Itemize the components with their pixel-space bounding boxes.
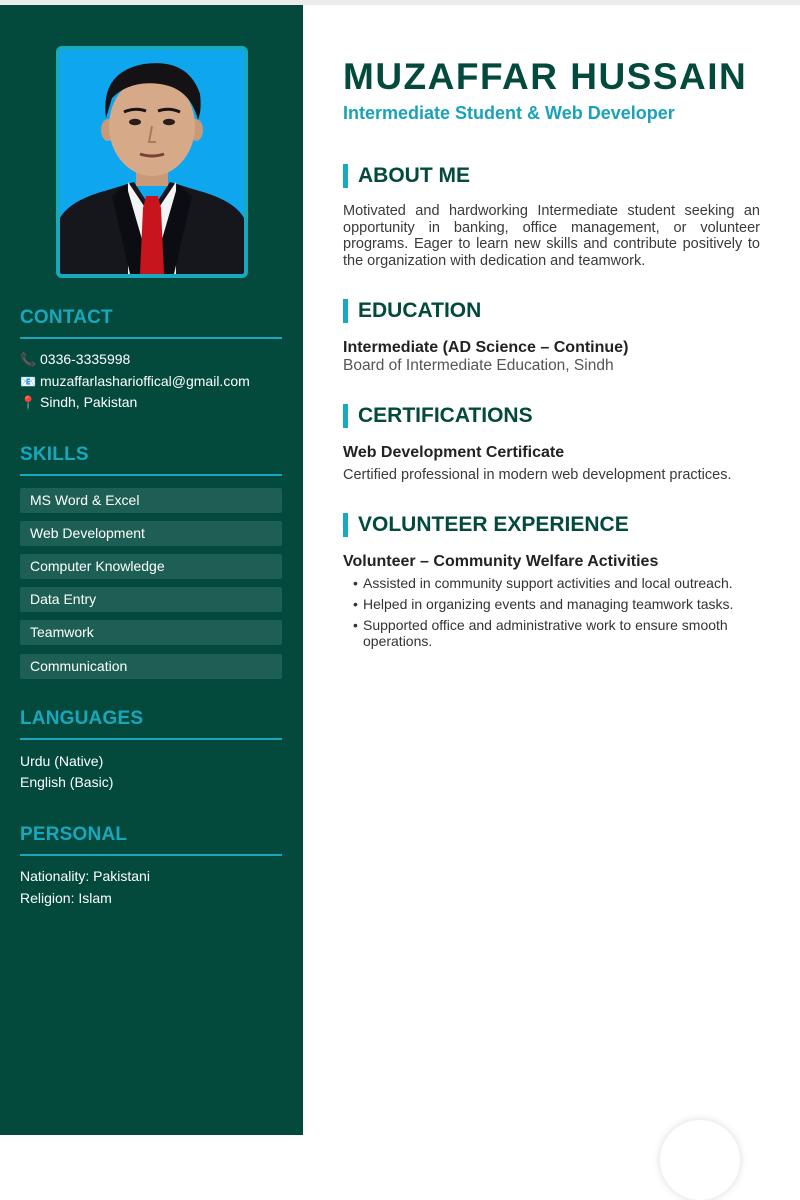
certification-description: Certified professional in modern web development practices. xyxy=(343,467,732,483)
skills-heading: SKILLS xyxy=(20,444,282,476)
language-item: English (Basic) xyxy=(20,774,114,790)
sidebar xyxy=(0,5,303,1135)
education-heading: EDUCATION xyxy=(343,299,481,323)
about-text: Motivated and hardworking Intermediate student seeking an opportunity in banking, office management, or volunteer programs. Eager to learn new skills and contribute positively to the organization with dedication and teamwork. xyxy=(343,203,760,269)
location-pin-icon: 📍 xyxy=(20,395,37,410)
skill-item: Data Entry xyxy=(20,587,282,612)
skill-item: Communication xyxy=(20,654,282,679)
about-heading: ABOUT ME xyxy=(343,164,470,188)
skill-item: Teamwork xyxy=(20,620,282,645)
religion-text: Religion: Islam xyxy=(20,890,112,906)
email-icon: 📧 xyxy=(20,374,37,389)
education-institution: Board of Intermediate Education, Sindh xyxy=(343,357,614,374)
candidate-role: Intermediate Student & Web Developer xyxy=(343,103,675,123)
nationality-text: Nationality: Pakistani xyxy=(20,868,150,884)
contact-location xyxy=(20,394,137,411)
phone-icon: 📞 xyxy=(20,352,37,367)
skill-item: Computer Knowledge xyxy=(20,554,282,579)
phone-text: 0336-3335998 xyxy=(40,351,131,367)
list-item: • Helped in organizing events and managing teamwork tasks. xyxy=(353,596,753,612)
list-item: • Supported office and administrative work to ensure smooth operations. xyxy=(353,617,753,649)
skill-item: Web Development xyxy=(20,521,282,546)
contact-heading: CONTACT xyxy=(20,307,282,339)
email-text: muzaffarlasharioffical@gmail.com xyxy=(40,373,250,389)
volunteer-role: Volunteer – Community Welfare Activities xyxy=(343,553,659,570)
languages-heading: LANGUAGES xyxy=(20,708,282,740)
certification-name: Web Development Certificate xyxy=(343,444,565,461)
education-degree: Intermediate (AD Science – Continue) xyxy=(343,339,629,356)
skill-item: MS Word & Excel xyxy=(20,488,282,513)
profile-photo xyxy=(56,46,248,278)
volunteer-heading: VOLUNTEER EXPERIENCE xyxy=(343,513,629,537)
list-item: • Assisted in community support activities and local outreach. xyxy=(353,575,753,591)
volunteer-bullets xyxy=(353,575,753,654)
contact-email xyxy=(20,373,250,390)
location-text: Sindh, Pakistan xyxy=(40,394,138,410)
corner-circle-decoration xyxy=(660,1120,740,1200)
candidate-name: MUZAFFAR HUSSAIN xyxy=(343,56,748,97)
language-item: Urdu (Native) xyxy=(20,753,104,769)
contact-phone xyxy=(20,351,130,368)
personal-heading: PERSONAL xyxy=(20,824,282,856)
certifications-heading: CERTIFICATIONS xyxy=(343,404,533,428)
